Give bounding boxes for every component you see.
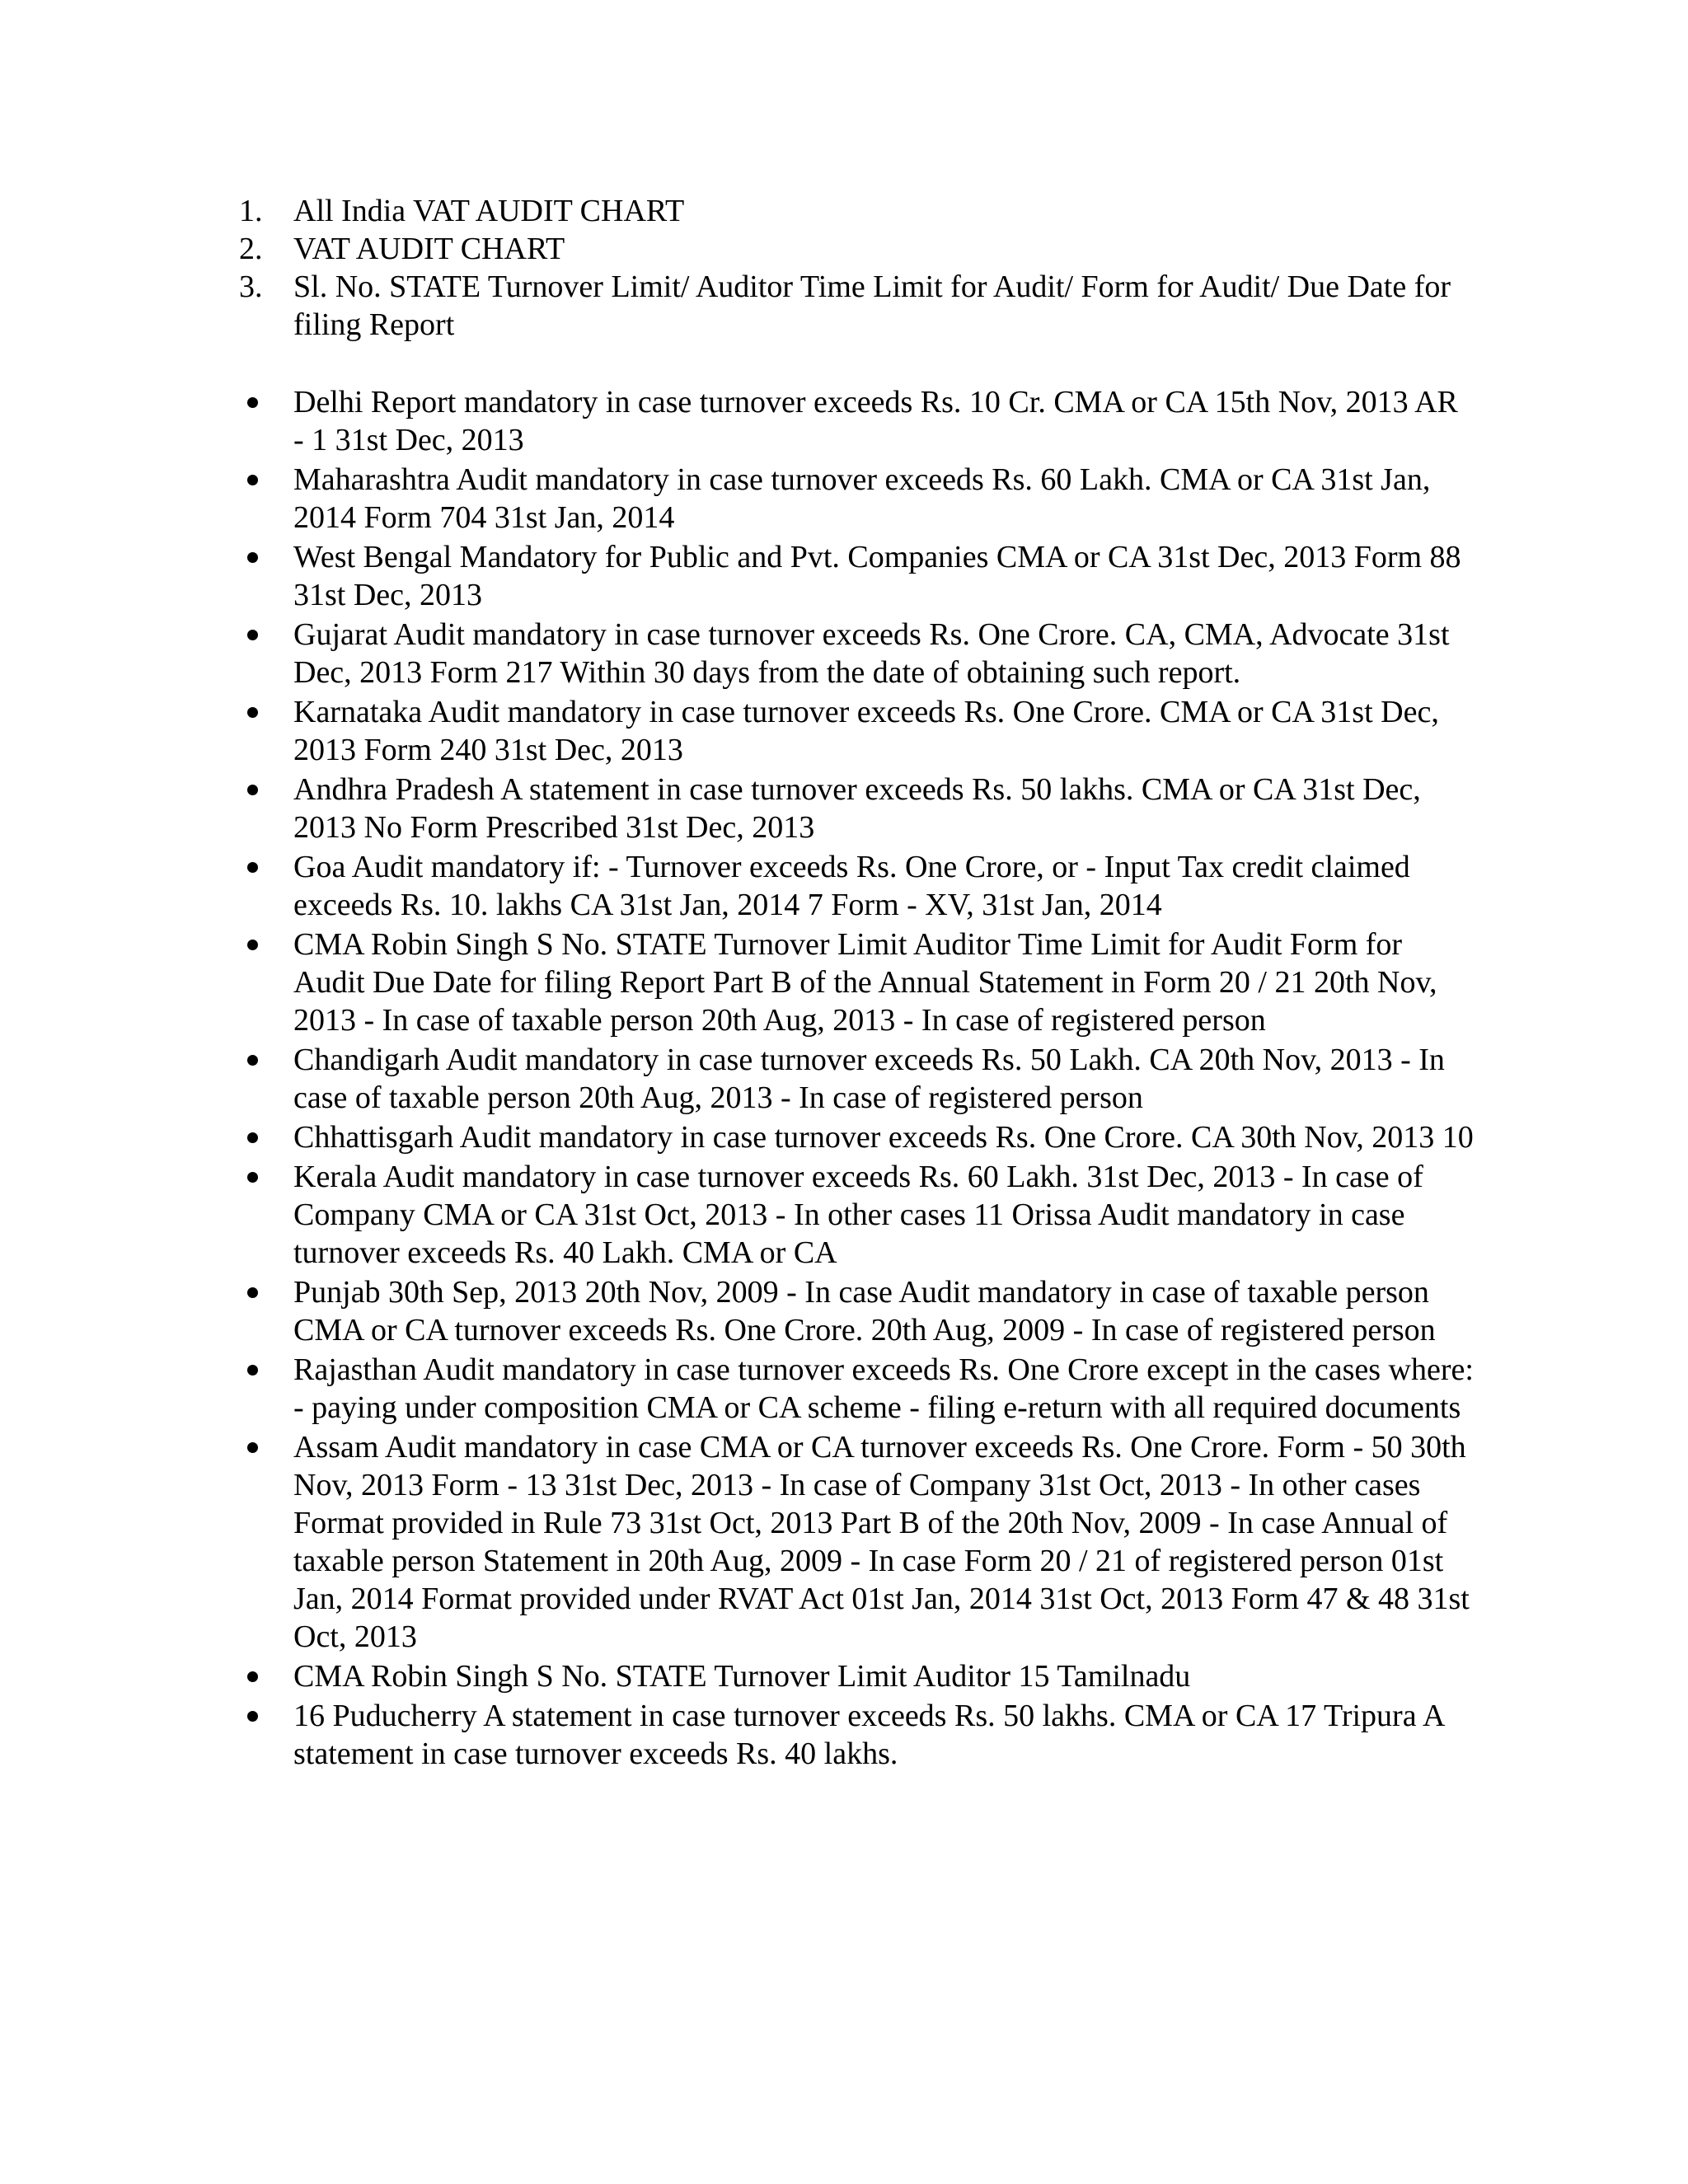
bullet-item xyxy=(239,1697,1475,1773)
bullet-icon xyxy=(247,552,258,563)
bullet-icon xyxy=(247,397,258,408)
item-number: 1. xyxy=(239,194,263,228)
bullet-icon xyxy=(247,1442,258,1453)
bullet-item xyxy=(239,383,1475,459)
bullet-text: West Bengal Mandatory for Public and Pvt. Companies CMA or CA 31st Dec, 2013 Form 88 31st Dec, 2013 xyxy=(293,540,1461,612)
bullet-icon xyxy=(247,475,258,485)
bullet-text: Gujarat Audit mandatory in case turnover exceeds Rs. One Crore. CA, CMA, Advocate 31st Dec, 2013 Form 217 Within 30 days from the date of obtaining such report. xyxy=(293,617,1450,690)
bullet-icon xyxy=(247,1365,258,1376)
item-text: All India VAT AUDIT CHART xyxy=(293,194,685,228)
numbered-item xyxy=(239,230,1475,268)
bullet-text: Chandigarh Audit mandatory in case turnover exceeds Rs. 50 Lakh. CA 20th Nov, 2013 - In case of taxable person 20th Aug, 2013 - In case of registered person xyxy=(293,1043,1445,1115)
item-text: Sl. No. STATE Turnover Limit/ Auditor Time Limit for Audit/ Form for Audit/ Due Date for filing Report xyxy=(293,269,1451,342)
numbered-item xyxy=(239,268,1475,344)
bullet-item xyxy=(239,1041,1475,1117)
bullet-item xyxy=(239,461,1475,537)
bullet-item xyxy=(239,1428,1475,1656)
bullet-icon xyxy=(247,1172,258,1183)
numbered-list xyxy=(239,192,1475,344)
bullet-item xyxy=(239,1657,1475,1695)
bullet-icon xyxy=(247,1287,258,1298)
bullet-text: 16 Puducherry A statement in case turnover exceeds Rs. 50 lakhs. CMA or CA 17 Tripura A statement in case turnover exceeds Rs. 40 lakhs. xyxy=(293,1699,1444,1771)
bullet-item xyxy=(239,1158,1475,1272)
bullet-icon xyxy=(247,862,258,873)
item-text: VAT AUDIT CHART xyxy=(293,232,565,266)
bullet-item xyxy=(239,1351,1475,1427)
bullet-icon xyxy=(247,630,258,640)
bullet-text: Maharashtra Audit mandatory in case turnover exceeds Rs. 60 Lakh. CMA or CA 31st Jan, 2014 Form 704 31st Jan, 2014 xyxy=(293,462,1431,535)
bullet-text: CMA Robin Singh S No. STATE Turnover Limit Auditor Time Limit for Audit Form for Audit Due Date for filing Report Part B of the Annual Statement in Form 20 / 21 20th Nov, 2013 - In case of taxable person 20th Aug, 2013 - In case of registered person xyxy=(293,927,1437,1038)
bullet-icon xyxy=(247,1055,258,1066)
bullet-list xyxy=(239,383,1475,1774)
bullet-item xyxy=(239,1273,1475,1349)
item-number: 2. xyxy=(239,232,263,266)
bullet-item xyxy=(239,616,1475,691)
bullet-item xyxy=(239,848,1475,924)
bullet-text: Karnataka Audit mandatory in case turnover exceeds Rs. One Crore. CMA or CA 31st Dec, 2013 Form 240 31st Dec, 2013 xyxy=(293,695,1439,767)
bullet-text: Chhattisgarh Audit mandatory in case turnover exceeds Rs. One Crore. CA 30th Nov, 2013 10 xyxy=(293,1120,1474,1155)
item-number: 3. xyxy=(239,269,263,304)
bullet-icon xyxy=(247,707,258,718)
bullet-item xyxy=(239,1118,1475,1156)
bullet-text: Delhi Report mandatory in case turnover exceeds Rs. 10 Cr. CMA or CA 15th Nov, 2013 AR - 1 31st Dec, 2013 xyxy=(293,385,1458,457)
bullet-item xyxy=(239,538,1475,614)
bullet-item xyxy=(239,771,1475,846)
bullet-item xyxy=(239,693,1475,769)
bullet-icon xyxy=(247,1671,258,1682)
bullet-icon xyxy=(247,785,258,795)
bullet-text: Andhra Pradesh A statement in case turnover exceeds Rs. 50 lakhs. CMA or CA 31st Dec, 2013 No Form Prescribed 31st Dec, 2013 xyxy=(293,772,1421,845)
bullet-text: CMA Robin Singh S No. STATE Turnover Limit Auditor 15 Tamilnadu xyxy=(293,1659,1191,1694)
bullet-icon xyxy=(247,1711,258,1722)
bullet-icon xyxy=(247,1132,258,1143)
bullet-icon xyxy=(247,940,258,950)
bullet-text: Assam Audit mandatory in case CMA or CA turnover exceeds Rs. One Crore. Form - 50 30th Nov, 2013 Form - 13 31st Dec, 2013 - In case of Company 31st Oct, 2013 - In other cases Format provided in Rule 73 31st Oct, 2013 Part B of the 20th Nov, 2009 - In case Annual of taxable person Statement in 20th Aug, 2009 - In case Form 20 / 21 of registered person 01st Jan, 2014 Format provided under RVAT Act 01st Jan, 2014 31st Oct, 2013 Form 47 & 48 31st Oct, 2013 xyxy=(293,1430,1470,1654)
bullet-text: Punjab 30th Sep, 2013 20th Nov, 2009 - In case Audit mandatory in case of taxable person CMA or CA turnover exceeds Rs. One Crore. 20th Aug, 2009 - In case of registered person xyxy=(293,1275,1436,1347)
bullet-item xyxy=(239,926,1475,1039)
bullet-text: Kerala Audit mandatory in case turnover exceeds Rs. 60 Lakh. 31st Dec, 2013 - In case of Company CMA or CA 31st Oct, 2013 - In other cases 11 Orissa Audit mandatory in case turnover exceeds Rs. 40 Lakh. CMA or CA xyxy=(293,1160,1423,1270)
bullet-text: Goa Audit mandatory if: - Turnover exceeds Rs. One Crore, or - Input Tax credit claimed exceeds Rs. 10. lakhs CA 31st Jan, 2014 7 Form - XV, 31st Jan, 2014 xyxy=(293,850,1410,922)
numbered-item xyxy=(239,192,1475,230)
bullet-text: Rajasthan Audit mandatory in case turnover exceeds Rs. One Crore except in the cases where: - paying under composition CMA or CA scheme - filing e-return with all required documents xyxy=(293,1352,1474,1425)
